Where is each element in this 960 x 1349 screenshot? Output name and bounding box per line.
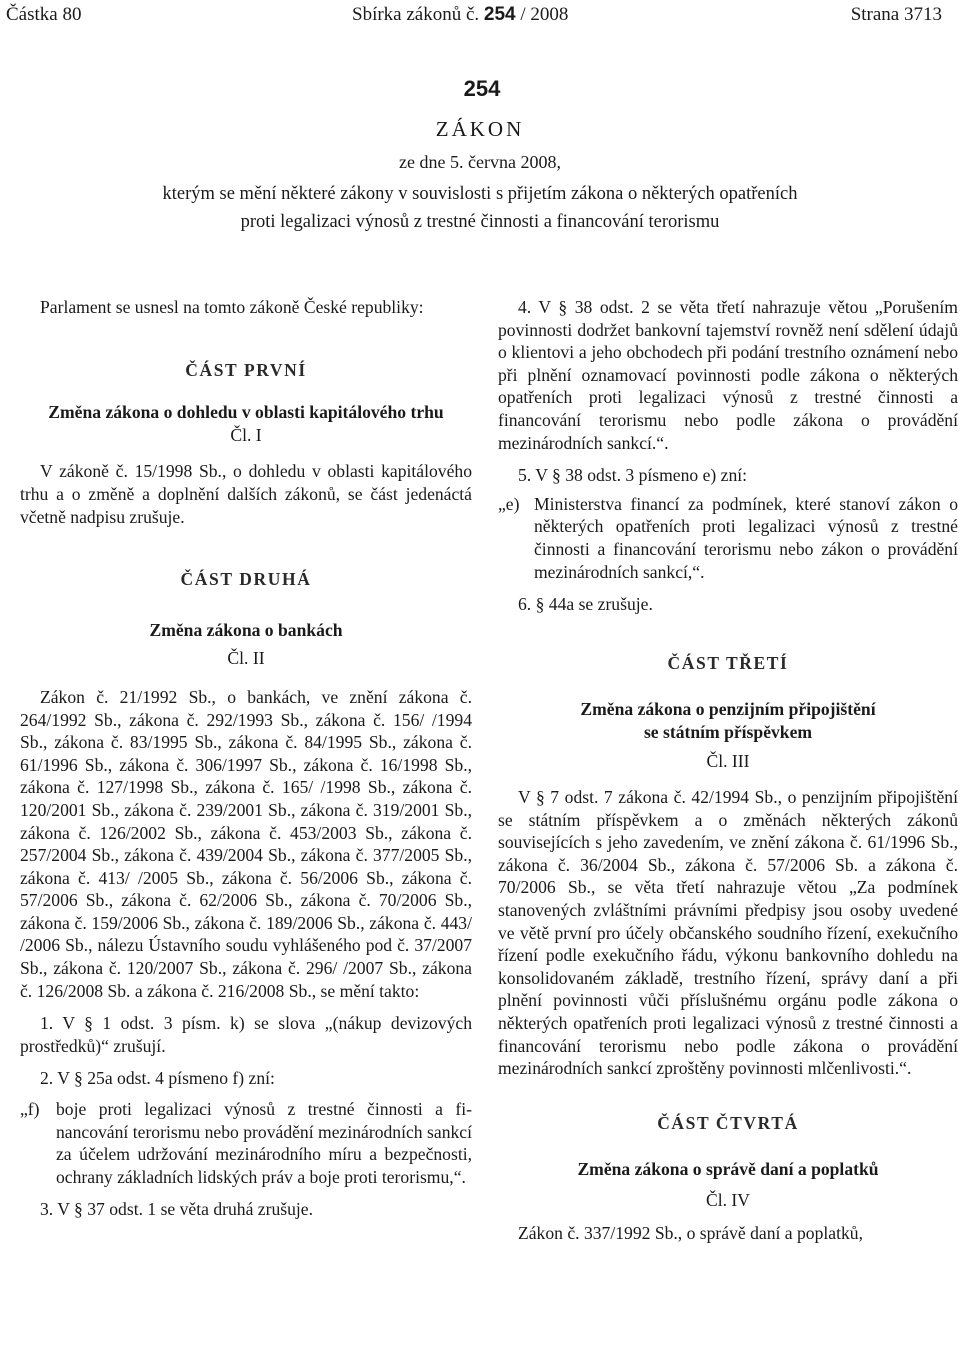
right-column xyxy=(498,296,958,1244)
part-4-subheading: Změna zákona o správě daní a poplatků xyxy=(577,1159,879,1180)
article-2-point-6: 6. § 44a se zrušuje. xyxy=(518,594,653,615)
item-e-label: „e) xyxy=(498,493,520,514)
article-2-point-3: 3. V § 37 odst. 1 se věta druhá zrušuje. xyxy=(40,1199,313,1220)
part-3-heading: ČÁST TŘETÍ xyxy=(667,652,789,673)
left-column xyxy=(20,296,472,1221)
collection-label xyxy=(352,4,568,26)
page-number: Strana 3713 xyxy=(850,4,942,25)
article-2-point-1: 1. V § 1 odst. 3 písm. k) se slova „(nákup devizových prostředků)“ zrušují. xyxy=(20,1013,472,1056)
law-subject-line-2: proti legalizaci výnosů z trestné činnosti a financování terorismu xyxy=(240,212,720,232)
part-1-subheading: Změna zákona o dohledu v oblasti kapitálového trhu xyxy=(48,402,444,423)
law-subject-line-1: kterým se mění některé zákony v souvislosti s přijetím zákona o některých opatřeních xyxy=(162,184,798,204)
article-4-heading: Čl. IV xyxy=(706,1190,750,1210)
collection-prefix: Sbírka zákonů č. xyxy=(352,4,480,25)
collection-number: 254 xyxy=(483,4,516,25)
part-2-heading: ČÁST DRUHÁ xyxy=(180,569,312,590)
part-3-subheading-line-2: se státním příspěvkem xyxy=(643,721,813,742)
article-1-heading: Čl. I xyxy=(230,424,262,445)
law-type: ZÁKON xyxy=(435,117,525,141)
article-1-text: V zákoně č. 15/1998 Sb., o dohledu v oblasti kapitálového trhu a o změně a doplnění dalších zákonů, se část jedenáctá včetně nadpisu zrušuje. xyxy=(20,461,472,527)
article-2-heading: Čl. II xyxy=(227,648,265,669)
article-2-point-5-item-e xyxy=(498,493,958,583)
article-3-heading: Čl. III xyxy=(706,750,750,771)
page-header xyxy=(0,4,960,28)
item-f-label: „f) xyxy=(20,1099,40,1120)
collection-year: / 2008 xyxy=(520,4,569,25)
issue-part-label: Částka 80 xyxy=(6,4,82,25)
article-2-point-5: 5. V § 38 odst. 3 písmeno e) zní: xyxy=(518,465,748,486)
part-4-heading: ČÁST ČTVRTÁ xyxy=(657,1112,799,1133)
article-2-point-2: 2. V § 25a odst. 4 písmeno f) zní: xyxy=(40,1068,275,1089)
article-2-text: Zákon č. 21/1992 Sb., o bankách, ve znění zákona č. 264/1992 Sb., zákona č. 292/1993 Sb., zákona č. 156/ /1994 Sb., zákona č. 83/1995 Sb., zákona č. 84/1995 Sb., zákona č. 61/1996 Sb., zákona č. 306/1997 Sb., zákona č. 16/1998 Sb., zákona č. 127/1998 Sb., zákona č. 165/ /1998 Sb., zákona č. 120/2001 Sb., zákona č. 239/2001 Sb., zákona č. 319/2001 Sb., zákona č. 126/2002 Sb., zákona č. 453/2003 Sb., zákona č. 257/2004 Sb., zákona č. 439/2004 Sb., zákona č. 377/2005 Sb., zákona č. 413/ /2005 Sb., zákona č. 56/2006 Sb., zákona č. 57/2006 Sb., zákona č. 62/2006 Sb., zákona č. 70/2006 Sb., zákona č. 159/2006 Sb., zákona č. 189/2006 Sb., zákona č. 443/ /2006 Sb., nálezu Ústavního soudu vyhlášeného pod č. 37/2007 Sb., zákona č. 120/2007 Sb., zákona č. 296/ /2007 Sb., zákona č. 126/2008 Sb. a zákona č. 216/2008 Sb., se mění takto: xyxy=(20,686,472,1001)
law-title-block xyxy=(0,74,960,236)
article-3-text: V § 7 odst. 7 zákona č. 42/1994 Sb., o penzijním připojištění se státním příspěvkem a o změnách některých zákonů souvisejících s jeho zavedením, ve znění zákona č. 61/1996 Sb., zákona č. 36/2004 Sb., zákona č. 57/2006 Sb. a zákona č. 70/2006 Sb., se věta třetí nahrazuje větou „Za podmínek stanovených zvláštními právními předpisy jsou osoby uvedené ve větě první pro účely občanského soudního řízení, exekučního řízení podle exekučního řádu, výkonu bankovního dohledu na konsolidovaném základě, trestního řízení, správy daní a při plnění povinnosti vůči příslušnému orgánu podle zákona o některých opatřeních proti legalizaci výnosů z trestné činnosti a financování terorismu nebo podle zákona o provádění mezinárodních sankcí zproštěny povinnosti mlčenlivosti.“. xyxy=(498,787,958,1079)
article-2-point-4: 4. V § 38 odst. 2 se věta třetí nahrazuje větou „Porušením povinnosti dodržet bankovní tajemství rovněž není sdělení údajů o klientovi a jeho obchodech při podání trestního oznámení nebo při plnění oznamovací povinnosti podle zákona o některých opatřeních proti legalizaci výnosů z trestné činnosti a financování terorismu nebo podle zákona o provádění mezinárodních sankcí.“. xyxy=(498,297,958,453)
article-4-text: Zákon č. 337/1992 Sb., o správě daní a poplatků, xyxy=(518,1222,863,1243)
part-3-subheading-line-1: Změna zákona o penzijním připojištění xyxy=(580,699,876,720)
law-subject xyxy=(0,180,960,236)
article-2-point-2-item-f xyxy=(20,1098,472,1188)
part-2-subheading: Změna zákona o bankách xyxy=(149,619,343,640)
law-date: ze dne 5. června 2008, xyxy=(399,152,561,172)
item-e-text: Ministerstva financí za podmínek, které stanoví zákon o některých opatřeních proti legalizaci výnosů z trestné činnosti a financování terorismu nebo zákon o provádění mezinárodních sankcí,“. xyxy=(534,493,958,582)
preamble: Parlament se usnesl na tomto zákoně České republiky: xyxy=(40,297,424,317)
law-number: 254 xyxy=(463,76,501,101)
part-1-heading: ČÁST PRVNÍ xyxy=(185,359,307,380)
item-f-text: boje proti legalizaci výnosů z trestné činnosti a financování terorismu nebo provádění mezinárodních sankcí za účelem udržování mezinárodního míru a bezpečnosti, ochrany základních lidských práv a boje proti terorismu,“. xyxy=(56,1099,472,1187)
